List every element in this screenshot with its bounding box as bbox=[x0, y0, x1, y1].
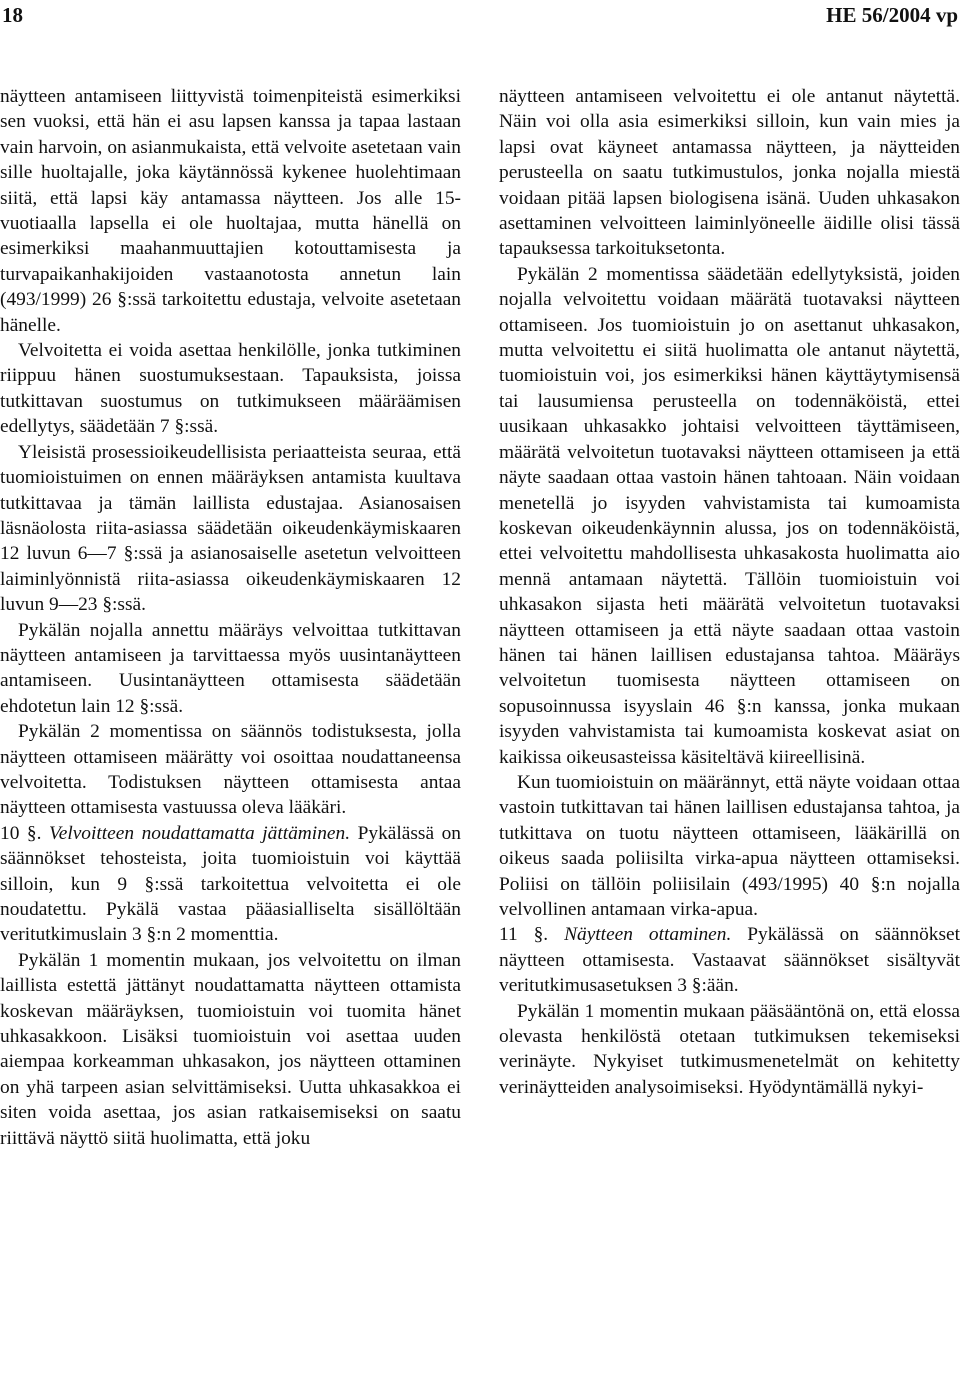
section-11 bbox=[499, 922, 960, 998]
paragraph: Velvoitetta ei voida asettaa henkilölle, jonka tutkiminen riippuu hänen suostumuksestaan. Tapauksista, joissa tutkittavan suostumus on tutkimukseen määräämisen edellytys, säädetään 7 §:ssä. bbox=[0, 340, 461, 438]
section-text: Pykälässä on säännökset tehosteista, joita tuomioistuin voi käyttää silloin, kun 9 §:ssä tarkoitettua velvoitetta ei ole noudatettu. Pykälä vastaa pääasialliselta sisällöltään veritutkimuslain 3 §:n 2 momenttia. bbox=[0, 822, 461, 946]
left-column bbox=[0, 84, 461, 1151]
page-number: 18 bbox=[2, 3, 23, 27]
paragraph: Pykälän 2 momentissa säädetään edellytyksistä, joiden nojalla velvoitettu voidaan määrätä tuotavaksi näytteen ottamiseen. Jos tuomioistuin jo on asettanut uhkasakon, mutta velvoitettu ei siitä huolimatta ole antanut näytettä, tuomioistuin voi, jos esimerkiksi hänen käyttäytymisensä tai lausumiensa perusteella on todennäköistä, ettei uusikaan uhkasakko johtaisi velvoitteen täyttämiseen, määrätä velvoitetun tuotavaksi näytteen ottamiseen ja että näyte saadaan ottaa vastoin hänen tahtoaan. Näin voidaan menetellä jo isyyden vahvistamista tai kumoamista koskevan oikeudenkäynnin alussa, jos on todennäköistä, ettei velvoitettu mahdollisesta uhkasakosta huolimatta aio mennä antamaan näytettä. Tällöin tuomioistuin voi uhkasakon sijasta heti määrätä velvoitetun tuotavaksi näytteen ottamiseen ja että näyte saadaan ottaa vastoin hänen tai hänen laillisen edustajansa tahtoa. Määräys velvoitetun tuomisesta näytteen ottamiseen on sopusoinnussa isyyslain 46 §:n kanssa, jonka mukaan isyyden vahvistamista tai kumoamista koskevat asiat on kaikissa oikeusasteissa käsiteltävä kiireellisinä. bbox=[499, 263, 960, 768]
section-title: Näytteen ottaminen. bbox=[564, 924, 732, 946]
section-text: Pykälässä on säännökset näytteen ottamisesta. Vastaavat säännökset sisältyvät veritutkimusasetuksen 3 §:ään. bbox=[499, 924, 960, 997]
paragraph: Pykälän 1 momentin mukaan pääsääntönä on, että elossa olevasta henkilöstä otetaan tutkimuksen tekemiseksi verinäyte. Nykyiset tutkimusmenetelmät on kehitetty verinäytteiden analysoimiseksi. Hyödyntämällä nykyi- bbox=[499, 1000, 960, 1098]
paragraph: Pykälän 1 momentin mukaan, jos velvoitettu on ilman laillista estettä jättänyt noudattamatta näytteen ottamista koskevan määräyksen, tuomioistuin voi tuomita hänet uhkasakkoon. Lisäksi tuomioistuin voi asettaa uuden aiempaa korkeamman uhkasakon, jos näytteen ottaminen on yhä tarpeen asian selvittämiseksi. Uutta uhkasakkoa ei siten voida asettaa, jos asian ratkaisemiseksi on saatu riittävä näyttö siitä huolimatta, että joku bbox=[0, 949, 461, 1149]
section-number: 10 §. bbox=[0, 822, 42, 844]
right-column bbox=[499, 84, 960, 1100]
paragraph: Kun tuomioistuin on määrännyt, että näyte voidaan ottaa vastoin tutkittavan tai hänen laillisen edustajansa tahtoa, ja tutkittava on tuotu näytteen ottamiseen, lääkärillä on oikeus saada poliisilta virka-apua näytteen ottamiseksi. Poliisi on tällöin poliisilain (493/1995) 40 §:n nojalla velvollinen antamaan virka-apua. bbox=[499, 771, 960, 920]
paragraph: näytteen antamiseen liittyvistä toimenpiteistä esimerkiksi sen vuoksi, että hän ei asu lapsen kanssa ja tapaa lastaan vain harvoin, on asianmukaista, että velvoite asetetaan vain sille huoltajalle, joka käytännössä kykenee huolehtimaan siitä, että lapsi käy antamassa näytteen. Jos alle 15-vuotiaalla lapsella ei ole huoltajaa, mutta hänellä on esimerkiksi maahanmuuttajien kotouttamisesta ja turvapaikanhakijoiden vastaanotosta annetun lain (493/1999) 26 §:ssä tarkoitettu edustaja, velvoite asetetaan hänelle. bbox=[0, 86, 461, 336]
paragraph: näytteen antamiseen velvoitettu ei ole antanut näytettä. Näin voi olla asia esimerkiksi silloin, kun vain mies ja lapsi ovat käyneet antamassa näytteen, ja näytteiden perusteella on saatu tutkimustulos, jonka nojalla miestä voidaan pitää lapsen biologisena isänä. Uuden uhkasakon asettaminen velvoitteen laiminlyöneelle äidille olisi tässä tapauksessa tarkoituksetonta. bbox=[499, 86, 960, 260]
page-header bbox=[0, 0, 960, 40]
paragraph: Pykälän nojalla annettu määräys velvoittaa tutkittavan näytteen antamiseen ja tarvittaessa myös uusintanäytteen antamiseen. Uusintanäytteen ottamisesta säädetään ehdotetun lain 12 §:ssä. bbox=[0, 619, 461, 717]
section-10 bbox=[0, 821, 461, 948]
section-title: Velvoitteen noudattamatta jättäminen. bbox=[49, 822, 351, 844]
paragraph: Yleisistä prosessioikeudellisista periaatteista seuraa, että tuomioistuimen on ennen määräyksen antamista kuultava tutkittavaa ja tämän laillista edustajaa. Asianosaisen läsnäolosta riita-asiassa säädetään oikeudenkäymiskaaren 12 luvun 6—7 §:ssä ja asianosaiselle asetetun velvoitteen laiminlyönnistä riita-asiassa oikeudenkäymiskaaren 12 luvun 9—23 §:ssä. bbox=[0, 441, 461, 616]
document-id: HE 56/2004 vp bbox=[826, 3, 958, 27]
section-number: 11 §. bbox=[499, 924, 549, 946]
paragraph: Pykälän 2 momentissa on säännös todistuksesta, jolla näytteen ottamiseen määrätty voi osoittaa noudattaneensa velvoitetta. Todistuksen näytteen ottamisesta antaa näytteen ottamisesta vastuussa oleva lääkäri. bbox=[0, 721, 461, 819]
